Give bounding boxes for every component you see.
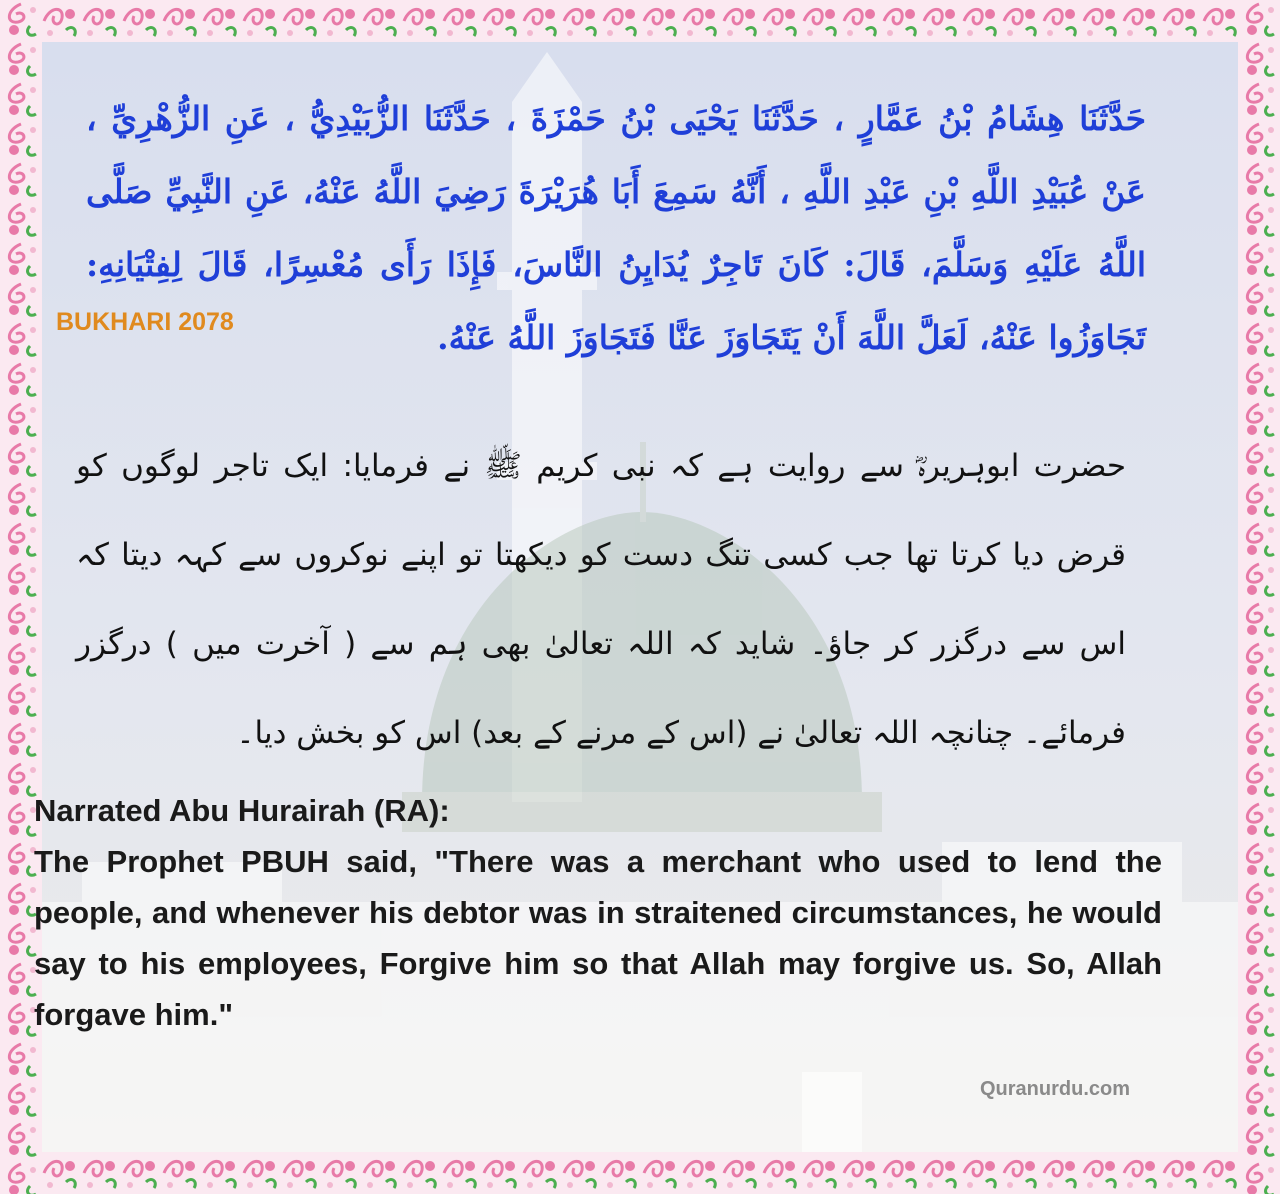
floral-border-bottom (0, 1152, 1280, 1194)
floral-border-top (0, 0, 1280, 42)
floral-border-right (1238, 0, 1280, 1194)
english-text: The Prophet PBUH said, "There was a merchant who used to lend the people, and whenever his debtor was in straitened circumstances, he would say to his employees, Forgive him so that Allah may forgive us. So, Allah forgave him." (34, 844, 1162, 1032)
hadith-reference: BUKHARI 2078 (56, 308, 234, 336)
urdu-translation: حضرت ابوہریرہؓ سے روایت ہے کہ نبی کریم ﷺ نے فرمایا: ایک تاجر لوگوں کو قرض دیا کرتا تھا جب کسی تنگ دست کو دیکھتا تو اپنے نوکروں سے کہہ دیتا کہ اس سے درگزر کر جاؤ۔ شاید کہ اللہ تعالیٰ بھی ہم سے ( آخرت میں ) درگزر فرمائے۔ چنانچہ اللہ تعالیٰ نے (اس کے مرنے کے بعد) اس کو بخش دیا۔ (76, 448, 1126, 751)
site-watermark: Quranurdu.com (980, 1078, 1131, 1100)
arabic-hadith-text: حَدَّثَنَا هِشَامُ بْنُ عَمَّارٍ ، حَدَّثَنَا يَحْيَى بْنُ حَمْزَةَ ، حَدَّثَنَا الزُّبَيْدِيُّ ، عَنِ الزُّهْرِيِّ ، عَنْ عُبَيْدِ اللَّهِ بْنِ عَبْدِ اللَّهِ ، أَنَّهُ سَمِعَ أَبَا هُرَيْرَةَ رَضِيَ اللَّهُ عَنْهُ، عَنِ النَّبِيِّ صَلَّى اللَّهُ عَلَيْهِ وَسَلَّمَ، قَالَ: كَانَ تَاجِرٌ يُدَايِنُ النَّاسَ، فَإِذَا رَأَى مُعْسِرًا، قَالَ لِفِتْيَانِهِ: تَجَاوَزُوا عَنْهُ، لَعَلَّ اللَّهَ أَنْ يَتَجَاوَزَ عَنَّا فَتَجَاوَزَ اللَّهُ عَنْهُ. (86, 99, 1146, 357)
english-narrator: Narrated Abu Hurairah (RA): (34, 793, 450, 828)
english-translation (34, 786, 1162, 1040)
